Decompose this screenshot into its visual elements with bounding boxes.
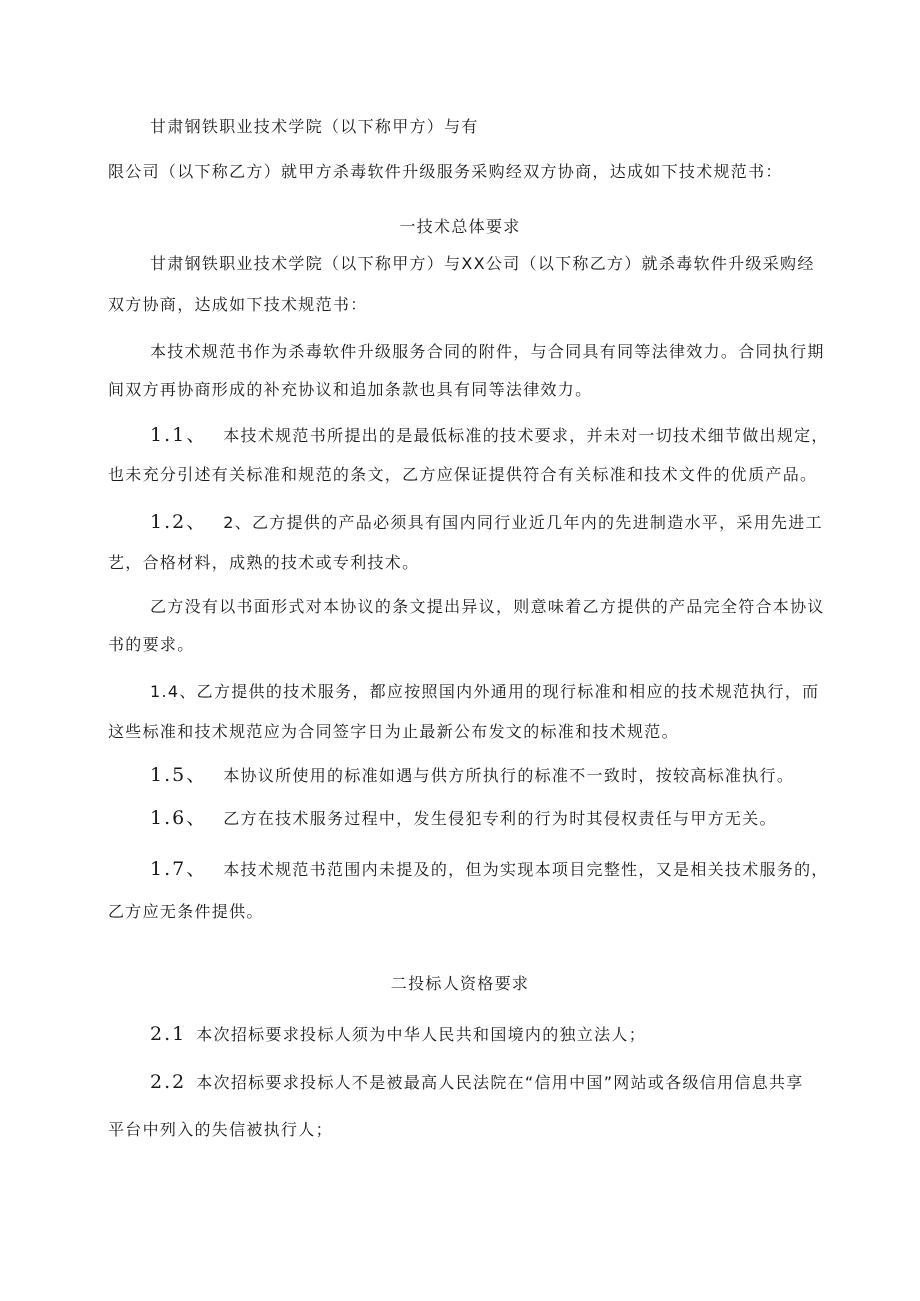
clause-1-3-line-2: 书的要求。 — [108, 635, 195, 654]
clause-1-2-line-1 — [150, 512, 823, 533]
clause-1-5-line-1 — [150, 765, 794, 786]
intro-line-1: 甘肃钢铁职业技术学院（以下称甲方）与有 — [150, 117, 479, 136]
clause-text: 本协议所使用的标准如遇与供方所执行的标准不一致时，按较高标准执行。 — [223, 766, 795, 785]
clause-number: 1.1、 — [150, 424, 208, 446]
clause-text: 乙方在技术服务过程中，发生侵犯专利的行为时其侵权责任与甲方无关。 — [223, 809, 777, 828]
clause-1-6-line-1 — [150, 808, 777, 829]
clause-text: 本技术规范书所提出的是最低标准的技术要求，并未对一切技术细节做出规定， — [223, 426, 829, 445]
clause-number: 1.5、 — [150, 764, 208, 786]
clause-1-7-line-1 — [150, 859, 829, 880]
clause-number: 2.2 — [150, 1071, 187, 1093]
clause-number: 1.4、 — [150, 682, 197, 701]
clause-number: 1.6、 — [150, 807, 208, 829]
clause-1-3-line-1: 乙方没有以书面形式对本协议的条文提出异议，则意味着乙方提供的产品完全符合本协议 — [150, 597, 825, 616]
section-2-heading: 二投标人资格要求 — [390, 974, 530, 993]
clause-text: 乙方提供的技术服务，都应按照国内外通用的现行标准和相应的技术规范执行，而 — [196, 682, 820, 701]
clause-number: 1.7、 — [150, 858, 208, 880]
clause-1-2-line-2: 艺，合格材料，成熟的技术或专利技术。 — [108, 553, 420, 572]
clause-number: 2.1 — [150, 1023, 187, 1045]
section-1-para-2-line-1: 本技术规范书作为杀毒软件升级服务合同的附件，与合同具有同等法律效力。合同执行期 — [150, 342, 825, 361]
clause-text: 2、乙方提供的产品必须具有国内同行业近几年内的先进制造水平，采用先进工 — [223, 513, 823, 532]
clause-1-7-line-2: 乙方应无条件提供。 — [108, 902, 264, 921]
clause-2-2-line-1 — [150, 1072, 804, 1093]
section-1-para-2-line-2: 间双方再协商形成的补充协议和追加条款也具有同等法律效力。 — [108, 380, 593, 399]
clause-1-1-line-2: 也未充分引述有关标准和规范的条文，乙方应保证提供符合有关标准和技术文件的优质产品。 — [108, 465, 818, 484]
section-1-heading: 一技术总体要求 — [399, 217, 521, 236]
intro-line-2: 限公司（以下称乙方）就甲方杀毒软件升级服务采购经双方协商，达成如下技术规范书： — [108, 162, 783, 181]
clause-2-2-line-2: 平台中列入的失信被执行人； — [108, 1120, 333, 1139]
section-1-para-1-line-2: 双方协商，达成如下技术规范书： — [108, 295, 368, 314]
clause-text: 本次招标要求投标人须为中华人民共和国境内的独立法人； — [196, 1025, 647, 1044]
clause-1-4-line-2: 这些标准和技术规范应为合同签字日为止最新公布发文的标准和技术规范。 — [108, 722, 679, 741]
clause-1-1-line-1 — [150, 425, 829, 446]
clause-1-4-line-1 — [150, 682, 819, 702]
clause-text: 本次招标要求投标人不是被最高人民法院在“信用中国”网站或各级信用信息共享 — [196, 1073, 804, 1092]
clause-2-1-line-1 — [150, 1024, 646, 1045]
clause-number: 1.2、 — [150, 511, 208, 533]
clause-text: 本技术规范书范围内未提及的，但为实现本项目完整性，又是相关技术服务的， — [223, 860, 829, 879]
section-1-para-1-line-1: 甘肃钢铁职业技术学院（以下称甲方）与XX公司（以下称乙方）就杀毒软件升级采购经 — [150, 254, 815, 273]
